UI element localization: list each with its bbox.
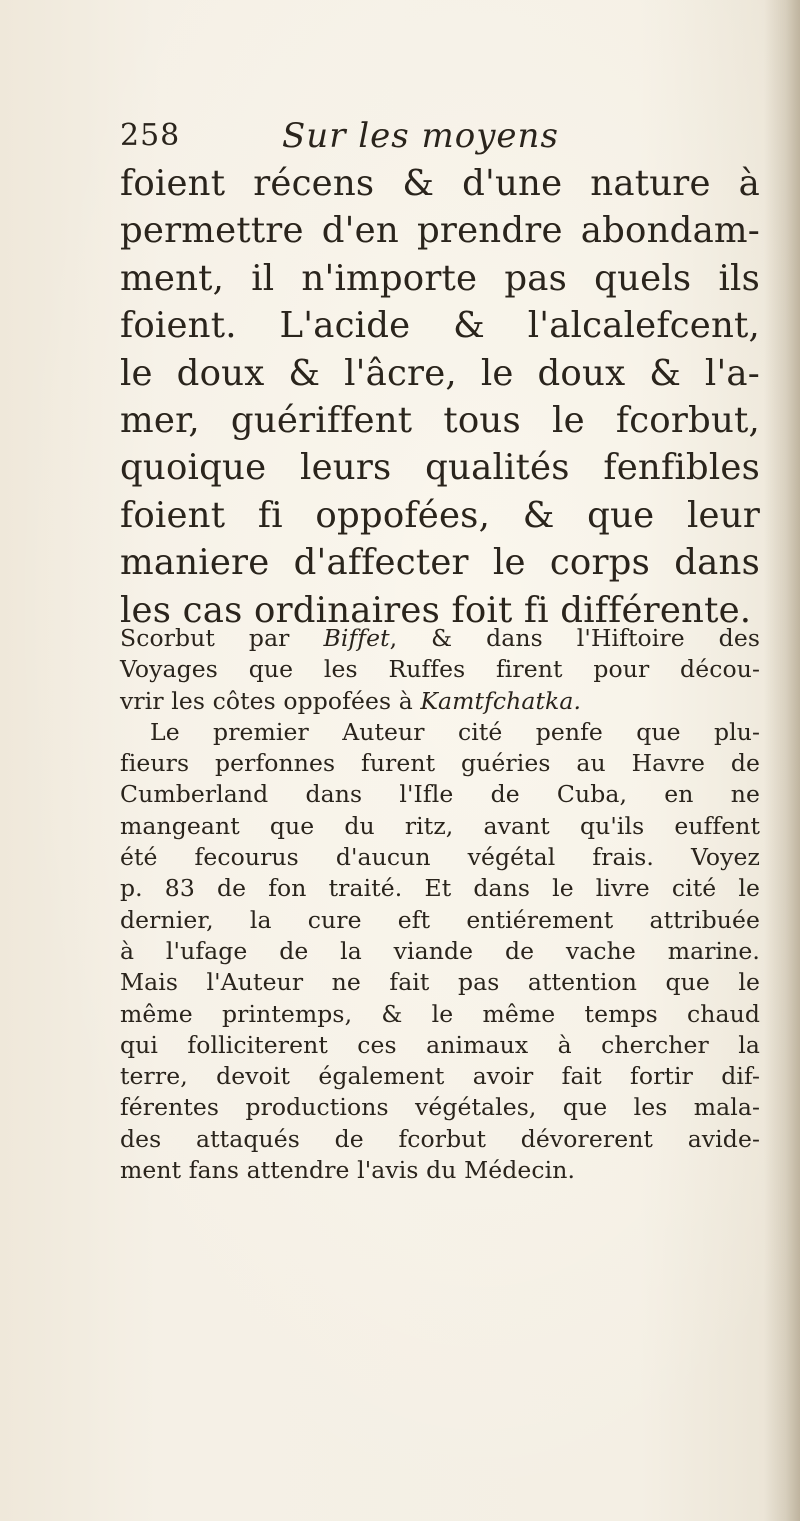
main-text-line: mer, guériffent tous le fcorbut, [120,399,760,441]
footnote-line: été fecourus d'aucun végétal frais. Voyez [120,843,760,872]
footnote-line: Cumberland dans l'Ifle de Cuba, en ne [120,780,760,809]
footnote-line: terre, devoit également avoir fait fortir dif- [120,1062,760,1091]
footnote-line: des attaqués de fcorbut dévorerent avide- [120,1124,760,1153]
main-text-line: maniere d'affecter le corps dans [120,542,760,584]
page-edge-shadow [764,0,800,1521]
footnote-line: p. 83 de fon traité. Et dans le livre cité le [120,874,760,903]
footnote-block [120,623,760,1186]
footnote-line [120,623,760,654]
main-text-line: permettre d'en prendre abondam- [120,210,760,252]
footnote-line: à l'ufage de la viande de vache marine. [120,936,760,965]
main-text-line: foient fi oppofées, & que leur [120,494,760,536]
main-text-line: foient récens & d'une nature à [120,163,760,204]
footnote-line: Voyages que les Ruffes firent pour décou- [120,655,760,684]
footnote-line: férentes productions végétales, que les mala- [120,1093,760,1122]
footnote-line: dernier, la cure eft entiérement attribuée [120,905,760,934]
footnote-line: mangeant que du ritz, avant qu'ils euffent [120,811,760,840]
main-text-line: foient. L'acide & l'alcalefcent, [120,305,760,347]
running-title: Sur les moyens [282,116,559,156]
main-text-line-last: les cas ordinaires foit fi différente. [120,589,752,631]
footnote-line [120,686,760,717]
main-text-line: ment, il n'importe pas quels ils [120,257,760,299]
footnote-line: fieurs perfonnes furent guéries au Havre de [120,749,760,778]
footnote-line: qui folliciterent ces animaux à chercher la [120,1030,760,1059]
footnote-place: Kamtfchatka. [420,686,582,715]
footnote-author: Biffet [323,624,390,652]
footnote-text: , & dans l'Hiftoire des [389,624,760,652]
footnote-text: Scorbut par [120,624,324,652]
page-number: 258 [120,118,181,153]
footnote-line: Le premier Auteur cité penfe que plu- [150,717,760,746]
main-text-line: quoique leurs qualités fenfibles [120,447,760,489]
main-text-line: le doux & l'âcre, le doux & l'a- [120,352,760,394]
footnote-line: même printemps, & le même temps chaud [120,999,760,1028]
main-text-block [120,160,760,634]
footnote-line: Mais l'Auteur ne fait pas attention que le [120,968,760,997]
footnote-line-last: ment fans attendre l'avis du Médecin. [120,1156,576,1185]
footnote-text: vrir les côtes oppofées à [120,686,421,715]
